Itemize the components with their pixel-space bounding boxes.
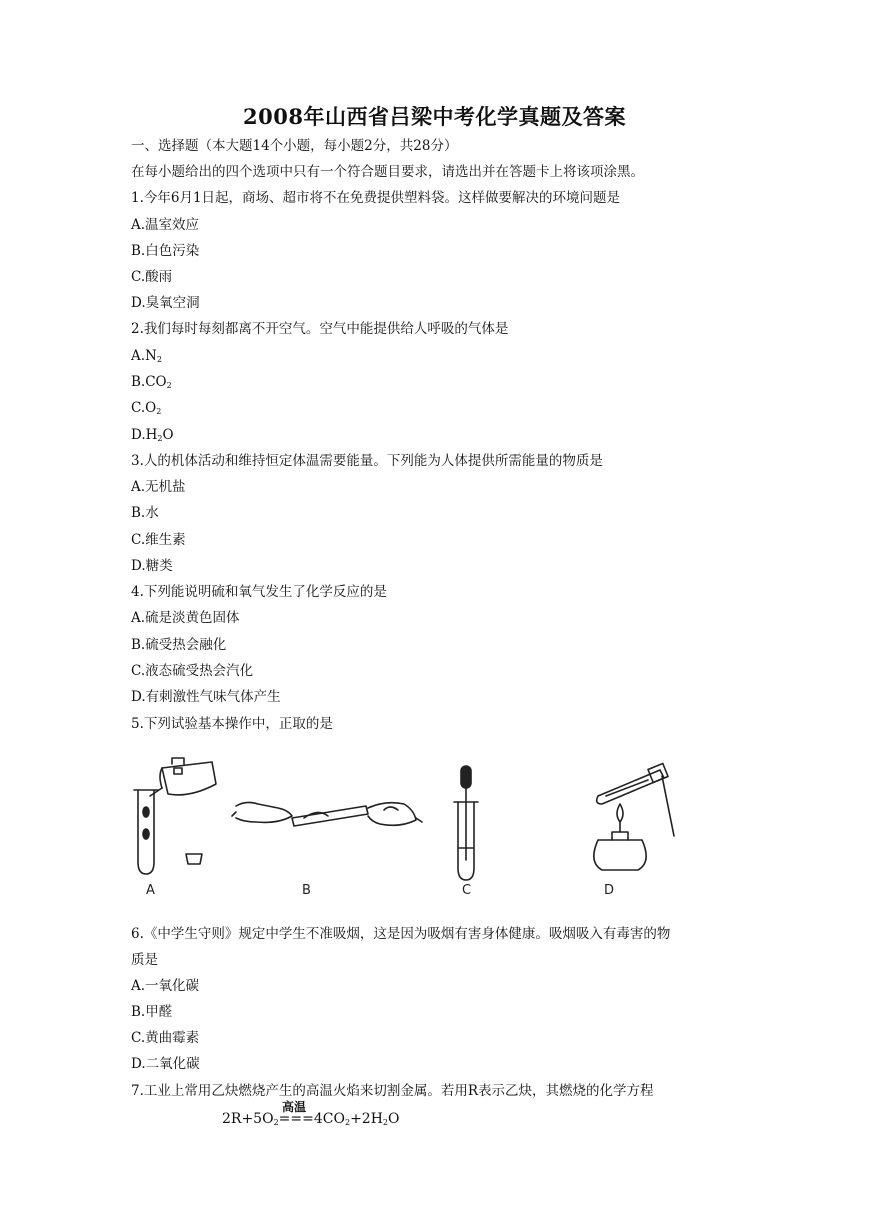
q1-option-a: A.温室效应	[131, 217, 200, 233]
q3-option-a: A.无机盐	[131, 479, 186, 495]
figure-a-pouring	[134, 758, 216, 898]
figure-label-d: D	[604, 883, 615, 898]
section-header: 一、选择题（本大题14个小题，每小题2分，共28分）	[131, 138, 458, 154]
figure-c-dropper	[454, 766, 478, 898]
q5-stem: 5.下列试验基本操作中，正取的是	[131, 716, 333, 732]
figure-b-hands	[232, 802, 422, 898]
q4-stem: 4.下列能说明硫和氧气发生了化学反应的是	[131, 584, 387, 600]
q2-option-a: $A.N_2$	[131, 348, 162, 364]
page-title: 2008年山西省吕梁中考化学真题及答案	[243, 104, 626, 129]
q1-option-c: C.酸雨	[131, 269, 173, 285]
q4-option-b: B.硫受热会融化	[131, 637, 227, 653]
q4-option-a: A.硫是淡黄色固体	[131, 610, 240, 626]
figure-label-c: C	[462, 883, 472, 898]
instruction: 在每小题给出的四个选项中只有一个符合题目要求，请选出并在答题卡上将该项涂黑。	[131, 164, 644, 180]
q2-option-c: $C.O_2$	[131, 400, 162, 416]
q6-option-a: A.一氧化碳	[131, 978, 200, 994]
q6-stem-line1: 6.《中学生守则》规定中学生不准吸烟，这是因为吸烟有害身体健康。吸烟吸入有毒害的物	[131, 926, 671, 942]
q2-option-d: $D.H_2O$	[131, 427, 174, 443]
reaction-condition: 高温	[282, 1100, 307, 1114]
q4-option-d: D.有刺激性气味气体产生	[131, 689, 281, 705]
figure-label-a: A	[146, 883, 155, 898]
q1-option-d: D.臭氧空洞	[131, 295, 200, 311]
q6-option-b: B.甲醛	[131, 1004, 173, 1020]
figure-d-heating	[594, 764, 674, 898]
q6-option-d: D.二氧化碳	[131, 1056, 200, 1072]
q1-option-b: B.白色污染	[131, 243, 200, 259]
q3-option-b: B.水	[131, 505, 159, 521]
lab-operations-figure	[128, 752, 708, 900]
q3-option-c: C.维生素	[131, 532, 186, 548]
figure-label-b: B	[302, 883, 311, 898]
q1-stem: 1.今年6月1日起，商场、超市将不在免费提供塑料袋。这样做要解决的环境问题是	[131, 190, 621, 206]
q2-stem: 2.我们每时每刻都离不开空气。空气中能提供给人呼吸的气体是	[131, 321, 509, 337]
q3-stem: 3.人的机体活动和维持恒定体温需要能量。下列能为人体提供所需能量的物质是	[131, 453, 603, 469]
q7-stem: 7.工业上常用乙炔燃烧产生的高温火焰来切割金属。若用R表示乙炔，其燃烧的化学方程	[131, 1083, 654, 1099]
q4-option-c: C.液态硫受热会汽化	[131, 663, 254, 679]
q6-stem-line2: 质是	[131, 952, 158, 968]
q6-option-c: C.黄曲霉素	[131, 1030, 200, 1046]
chemical-equation: $2R+5O_2===4CO_2+2H_2O$	[222, 1111, 400, 1127]
q2-option-b: $B.CO_2$	[131, 374, 172, 390]
q3-option-d: D.糖类	[131, 558, 173, 574]
